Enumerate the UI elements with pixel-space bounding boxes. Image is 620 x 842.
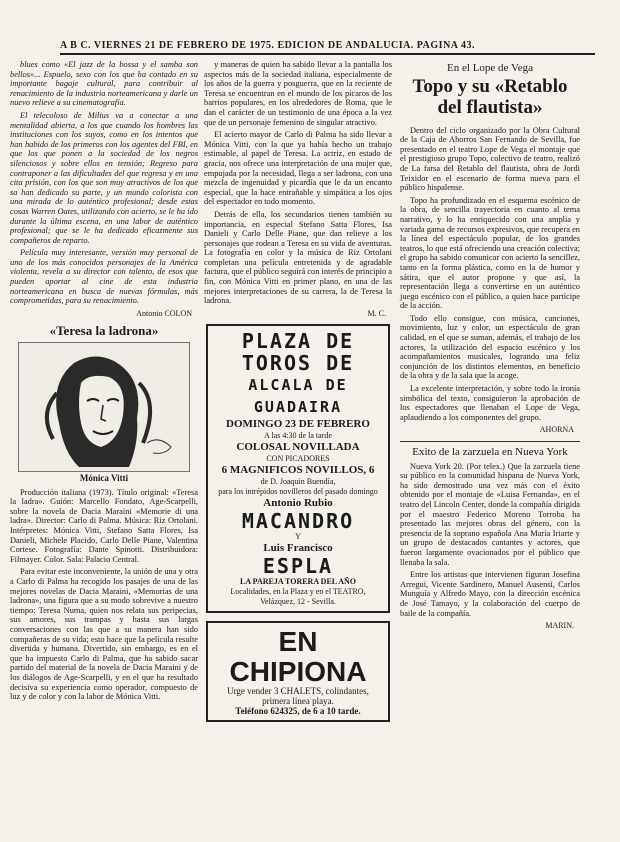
paragraph: Todo ello consigue, con música, canciones, movimiento, luz y color, un espectáculo de gran calidad, en el que se suman, además, el trabajo de los actores, la utilización del espacio escénico y los acompañamientos musicales, logrando una feliz conjunción de los distintos elementos, en beneficio de la obra y de la sala que la acoge. bbox=[400, 313, 580, 381]
paragraph: Topo ha profundizado en el esquema escénico de la obra, de sencilla trayectoria en cuanto al tema narrativo, y lo ha enriquecido con una amplia y variada gama de recursos expresivos, que recupera en la línea del espectáculo popular, de los grandes teatros, lo que está ofreciendo una creación colectiva; el grupo ha sabido comunicar con acierto la sencillez, tanto en la forma plástica, como en la de humor y sátira, que el autor propone y que así, la representación llega a convertirse en un auténtico juego escénico con el público, a quien hace partícipe de la acción. bbox=[400, 195, 580, 311]
portrait-drawing bbox=[19, 343, 189, 471]
actress-portrait bbox=[18, 342, 190, 472]
ad-name: Antonio Rubio bbox=[263, 497, 333, 510]
ad-line: PLAZA DE bbox=[241, 329, 355, 354]
header-rule bbox=[60, 53, 595, 55]
paragraph: Dentro del ciclo organizado por la Obra Cultural de la Caja de Ahorros San Fernando de Sevilla, fue presentado en el teatro Lope de Vega el montaje que el prestigioso grupo Topo, colectivo de teatro, realizó de La farsa del Retablo del flautista, obra de Jordi Teixidor en el escenario de forma nueva para el público hispalense. bbox=[400, 125, 580, 193]
ad-footer: Velázquez, 12 - Sevilla. bbox=[260, 597, 336, 607]
column-1 bbox=[10, 60, 198, 705]
photo-caption: Mónica Vitti bbox=[79, 473, 129, 484]
signature: M. C. bbox=[367, 308, 386, 318]
ad-footer: Localidades, en la Plaza y en el TEATRO, bbox=[230, 587, 366, 597]
ad-bulls: 6 MAGNIFICOS NOVILLOS, 6 bbox=[221, 464, 375, 477]
paragraph: Película muy interesante, versión muy personal de uno de los más conocidos personajes de la América violenta, revela a su director con talento, de esos que pueden aportar al cine de esta industria norteamericana en busca de nuevas fórmulas, más comprometidas, para su renacimiento. bbox=[10, 248, 198, 306]
ad-time: A las 4:30 de la tarde bbox=[264, 431, 332, 441]
paragraph: Nueva York 20. (Por telex.) Que la zarzuela tiene su público en la comunidad hispana de Nueva York, ha sido demostrado una vez más con el éxito obtenido por el montaje de «Luisa Fernanda», en el teatro del Lincoln Center, donde la compañía dirigida por el maestro Federico Moreno Torroba ha presentado las mejores obras del género, con la presencia de la soprano española Ana María Iriarte y un grupo de destacados cantantes y actores, que fueron largamente ovacionados por el público que llenaba la sala. bbox=[400, 461, 580, 567]
ad-date: DOMINGO 23 DE FEBRERO bbox=[226, 418, 370, 431]
column-3 bbox=[400, 60, 580, 637]
paragraph: El telecoloso de Milius va a conectar a una mentalidad abierta, a los que cuando los hombres las instituciones con los suyos, como en los intentos que han habido de los primeros con los agentes del FBI, en que los que ponen a la sociedad de los negros silenciosos y sobre ellos en tensión; Regreso para contraponer a las dificultades del que regresa y en una cita prisión, con los que son muy atractivos de los que sa han dedicado su parte, y un mundo colorista con una mirada de lo auténtico profesional; desde estas cosas Warren Oates, utilizando con acierto, se le ha ido durante la última escena, en una labor de auténtico profesional; que se le ha dedicado eficazmente sus compañeros de reparto. bbox=[10, 110, 198, 245]
signature: MARIN. bbox=[545, 621, 574, 631]
signature: Antonio COLON bbox=[136, 308, 192, 318]
ad-name-big: ESPLA bbox=[262, 554, 334, 579]
paragraph: y maneras de quien ha sabido llevar a la pantalla los aspectos más de la sociedad italiana, especialmente de los años de la guerra y posguerra, que en la reciente de Teresa se encuentran en el mundo de los pícaros de los barrios populares, en los alrededores de Roma, que le dan el carácter de un testimonio de una época a la vez que de un personaje femenino de singular atractivo. bbox=[204, 60, 392, 127]
ad-y: Y bbox=[295, 532, 301, 542]
column-2 bbox=[204, 60, 392, 722]
ad-footer: LA PAREJA TORERA DEL AÑO bbox=[239, 577, 357, 587]
signature: AHORNA bbox=[539, 425, 574, 435]
ad-name-big: MACANDRO bbox=[241, 509, 355, 534]
ad-line: Teléfono 624325, de 6 a 10 tarde. bbox=[235, 705, 361, 716]
ad-line: Urge vender 3 CHALETS, colindantes, bbox=[227, 686, 369, 697]
kicker: En el Lope de Vega bbox=[447, 62, 533, 74]
paragraph: Detrás de ella, los secundarios tienen también su importancia, en especial Stefano Satta Flores, Isa Danieli y Carlo Delle Piane, que dan relieve a los personajes que rodean a Teresa en su vida de aventuras. La fotografía en color y la música de Riz Ortolani completan una película entretenida y de agradable factura, que el público seguirá con interés de principio a fin, con Mónica Vitti en primer plano, en una de las mejores interpretaciones de su carrera, la de Teresa la ladrona. bbox=[204, 209, 392, 306]
headline-2: Exito de la zarzuela en Nueva York bbox=[412, 446, 568, 458]
paragraph: Entre los artistas que intervienen figuran Josefina Arregui, Vicente Sardinero, Manuel Ausensi, Carlos Munguía y Alfredo Mayo, con la dirección escénica de José Tamayo, y la colaboración del cuerpo de baile de la compañía. bbox=[400, 570, 580, 618]
ad-event: COLOSAL NOVILLADA bbox=[236, 441, 360, 454]
bullfight-ad bbox=[206, 324, 390, 613]
ad-name: Luis Francisco bbox=[263, 542, 333, 555]
page-header: A B C. VIERNES 21 DE FEBRERO DE 1975. EDICION DE ANDALUCIA. PAGINA 43. bbox=[60, 40, 475, 51]
headline: Topo y su «Retablo del flautista» bbox=[412, 75, 568, 118]
ad-title: EN CHIPIONA bbox=[229, 626, 367, 688]
ad-line: ALCALA DE GUADAIRA bbox=[248, 376, 348, 417]
paragraph: blues como «El jazz de la bossa y el samba son bellos»... Espuelo, sexo con los que ha contado en su importante bagaje cultural, para contribuir al renacimiento de la industria norteamericana y darle un nuevo relieve a su cinematografía. bbox=[10, 60, 198, 108]
section-divider bbox=[400, 441, 580, 442]
paragraph: La excelente interpretación, y sobre todo la ironía simbólica del texto, consiguieron la aprobación de los espectadores que llenaban el Lope de Vega, aplaudiendo a los componentes del grupo. bbox=[400, 384, 580, 422]
ad-line: TOROS DE bbox=[241, 351, 355, 376]
film-title: «Teresa la ladrona» bbox=[49, 323, 159, 339]
chipiona-ad bbox=[206, 621, 390, 722]
ad-line: primera línea playa. bbox=[262, 696, 334, 707]
paragraph: Producción italiana (1973). Título original: «Teresa la ladra». Guión: Marcello Fondato, Age-Scarpelli, sobre la novela de Dacia Maraini «Memorie di una ladra». Director: Carlo di Palma. Música: Riz Ortolani. Intérpretes: Mónica Vitti, Stefano Satta Flores, Isa Danieli, Michele Placido, Carlo Delle Piane, Valentina Cortese. Fotografía: Dante Spinotti. Distribuidora: Filmayer. Color. Sala: Palacio Central. bbox=[10, 487, 198, 564]
paragraph: Para evitar este inconveniente, la unión de una y otra a Carlo di Palma ha recogido los pasajes de una de las mejores novelas de Dacia Maraini, «Memorias de una ladrona», una figura que a su modo sobrevive a nuestro tiempo: Teresa Numa, quien nos relata sus peripecias, sus amores, sus trampas y hasta sus largas conversaciones con las que a su manera han sido compañeras de su vida; esto hace que la película resulte divertida y humana. Divertido, sin embargo, es en el que ha impuesto Carlo di Palma, que ha sabido sacar partido del material de la novela de Dacia Maraini y de los diálogos de Age-Scarpelli, y en el que ha resultado decisiva su experiencia como operador, compuesto de luz y de color y con la labor de Mónica Vitti. bbox=[10, 567, 198, 702]
ad-ranch: de D. Joaquín Buendía, bbox=[260, 477, 336, 487]
ad-for: para los intrépidos novilleros del pasado domingo bbox=[218, 487, 378, 497]
paragraph: El acierto mayor de Carlo di Palma ha sido llevar a Mónica Vitti, con la que ya había hecho un trabajo estimable, al papel de Teresa. La actriz, en estado de gracia, nos ofrece una interpretación de una mujer que, empujada por la necesidad, llega a ser ladrona, con una mezcla de ingenuidad y picardía que le da un encanto especial, que la hace entrañable y simpática a los ojos del espectador en todo momento. bbox=[204, 130, 392, 207]
ad-event2: CON PICADORES bbox=[266, 454, 330, 464]
